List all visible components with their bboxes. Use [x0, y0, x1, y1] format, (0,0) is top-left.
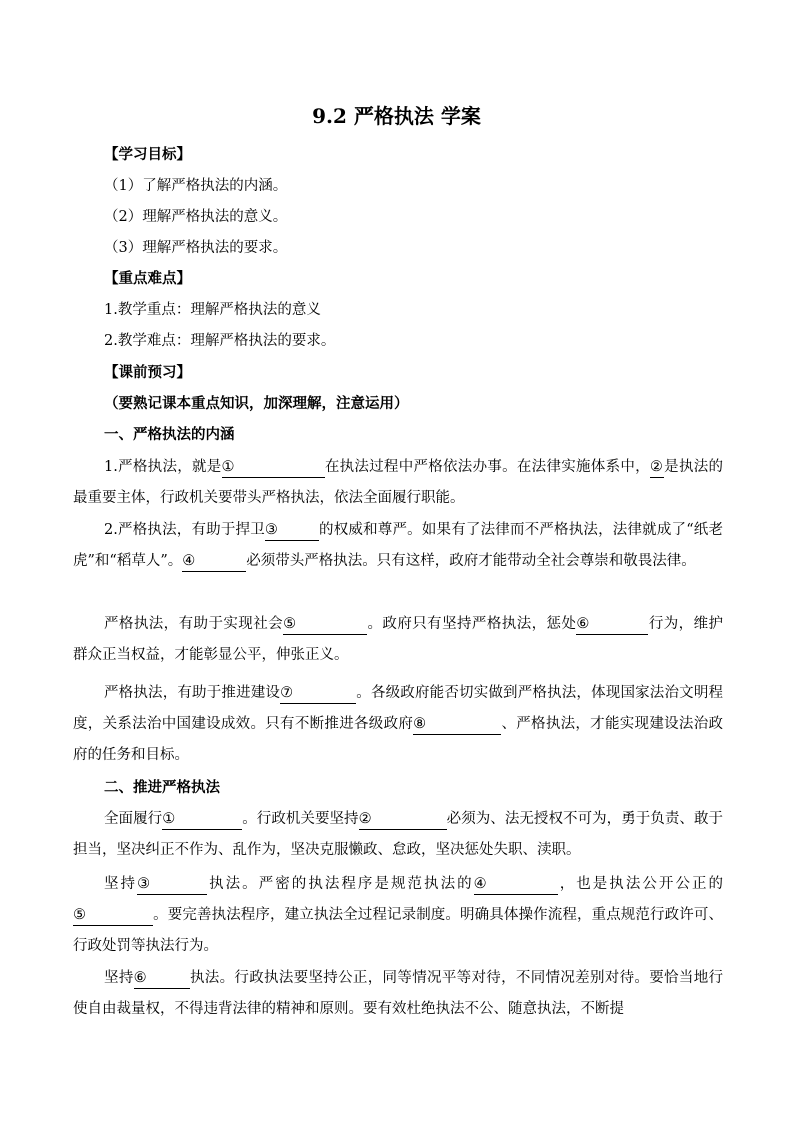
section2-paragraph-3 — [73, 963, 723, 1025]
section1-paragraph-1 — [73, 452, 723, 514]
text: 必须带头严格执法。只有这样，政府才能带动全社会尊崇和敬畏法律。 — [246, 553, 696, 569]
text: 2.严格执法，有助于捍卫 — [104, 522, 265, 538]
text: 。要完善执法程序，建立执法全过程记录制度。明确具体操作流程，重点规范行政许可、行政处罚等执法行为。 — [73, 907, 723, 954]
text: 必须为、法无授权不可为，勇于负责、敢于担当，坚决纠正不作为、乱作为，坚决克服懒政、怠政，坚决惩处失职、渎职。 — [73, 811, 723, 858]
fill-blank[interactable]: ② — [650, 458, 664, 478]
goal-item-3: （3）理解严格执法的要求。 — [104, 240, 288, 256]
section1-paragraph-2 — [73, 515, 723, 577]
fill-blank[interactable]: ① — [222, 458, 325, 478]
fill-blank[interactable]: ④ — [182, 552, 246, 572]
section2-heading: 二、推进严格执法 — [104, 779, 220, 796]
key-heading: 【重点难点】 — [104, 270, 191, 287]
text: 坚持 — [104, 876, 138, 892]
section2-paragraph-1 — [73, 804, 723, 866]
text: 坚持 — [104, 970, 134, 986]
fill-blank[interactable]: ⑥ — [134, 969, 190, 989]
text: 执法。行政执法要坚持公正，同等情况平等对待，不同情况差别对待。要恰当地行使自由裁量权，不得违背法律的精神和原则。要有效杜绝执法不公、随意执法，不断提 — [73, 970, 724, 1017]
section1-paragraph-3 — [73, 609, 723, 671]
goal-item-1: （1）了解严格执法的内涵。 — [104, 178, 288, 194]
goal-item-2: （2）理解严格执法的意义。 — [104, 209, 288, 225]
text: 在执法过程中严格依法办事。在法律实施体系中， — [324, 459, 650, 475]
fill-blank[interactable]: ② — [359, 810, 447, 830]
text: 。各级政府能否切实做到严格执法，体现国家法治文明程度，关系法治中国建设成效。只有不断推进各级政府 — [73, 685, 723, 732]
goals-heading: 【学习目标】 — [104, 146, 191, 163]
page-title: 9.2 严格执法 学案 — [312, 104, 481, 128]
text: 。行政机关要坚持 — [242, 811, 359, 827]
preview-heading: 【课前预习】 — [104, 364, 191, 381]
text: 严格执法，有助于推进建设 — [104, 685, 281, 701]
key-item-2: 2.教学难点：理解严格执法的要求。 — [104, 333, 336, 349]
text: 、严格执法，才能实现建设法治政府的任务和目标。 — [73, 716, 723, 763]
fill-blank[interactable]: ⑤ — [73, 906, 153, 926]
fill-blank[interactable]: ⑦ — [280, 684, 356, 704]
text: 行为，维护群众正当权益，才能彰显公平，伸张正义。 — [73, 616, 723, 663]
section2-paragraph-2 — [73, 869, 723, 962]
fill-blank[interactable]: ④ — [474, 875, 558, 895]
text: 是执法的最重要主体，行政机关要带头严格执法，依法全面履行职能。 — [73, 459, 723, 506]
fill-blank[interactable]: ⑤ — [283, 615, 367, 635]
text: 全面履行 — [104, 811, 163, 827]
text: 1.严格执法，就是 — [104, 459, 222, 475]
fill-blank[interactable]: ① — [162, 810, 242, 830]
section1-paragraph-4 — [73, 678, 723, 771]
text: 。政府只有坚持严格执法，惩处 — [367, 616, 577, 632]
text: ，也是执法公开公正的 — [557, 876, 724, 892]
preview-note: （要熟记课本重点知识，加深理解，注意运用） — [104, 395, 409, 412]
fill-blank[interactable]: ③ — [137, 875, 207, 895]
text: 严格执法，有助于实现社会 — [104, 616, 284, 632]
fill-blank[interactable]: ⑧ — [413, 715, 501, 735]
section1-heading: 一、严格执法的内涵 — [104, 426, 235, 443]
text: 执法。严密的执法程序是规范执法的 — [207, 876, 474, 892]
key-item-1: 1.教学重点：理解严格执法的意义 — [104, 302, 321, 318]
text: 的权威和尊严。如果有了法律而不严格执法，法律就成了“纸老虎”和“稻草人”。 — [73, 522, 723, 569]
fill-blank[interactable]: ③ — [265, 521, 319, 541]
fill-blank[interactable]: ⑥ — [576, 615, 648, 635]
